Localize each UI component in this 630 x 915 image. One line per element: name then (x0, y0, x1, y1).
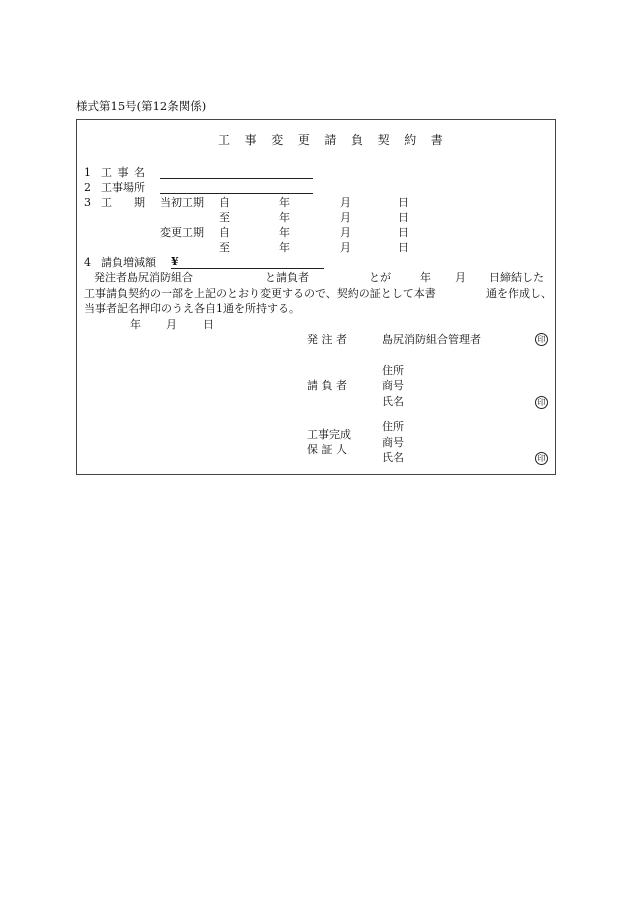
guarantor-name-label: 氏名 (382, 451, 404, 464)
body-line-2: 工事請負契約の一部を上記のとおり変更するので、契約の証として本書 (84, 287, 436, 300)
body-year: 年 (420, 271, 431, 284)
original-to-day: 日 (398, 211, 409, 224)
date-year: 年 (130, 318, 141, 331)
changed-to-year: 年 (279, 241, 290, 254)
item-1-number: 1 (84, 166, 91, 179)
body-orderer: 発注者島尻消防組合 (94, 271, 193, 284)
body-line-3: 当事者記名押印のうえ各自1通を所持する。 (84, 302, 300, 315)
contractor-seal: 印 (535, 396, 548, 409)
item-3-number: 3 (84, 196, 91, 209)
orderer-seal: 印 (535, 333, 548, 346)
original-from-month: 月 (340, 196, 351, 209)
contractor-address-label: 住所 (382, 364, 404, 377)
guarantor-address-label: 住所 (382, 420, 404, 433)
body-toga: とが (369, 271, 391, 284)
contract-amount-blank[interactable] (171, 268, 324, 269)
orderer-label: 発 注 者 (307, 333, 347, 346)
body-month: 月 (455, 271, 466, 284)
item-1-label: 工 事 名 (101, 166, 146, 179)
form-number: 様式第15号(第12条関係) (76, 99, 207, 113)
body-day-concluded: 日締結した (489, 271, 544, 284)
changed-to-day: 日 (398, 241, 409, 254)
document-title: 工事変更請負契約書 (218, 133, 458, 147)
original-from-day: 日 (398, 196, 409, 209)
guarantor-label-line-1: 工事完成 (307, 428, 351, 441)
contractor-name-label: 氏名 (382, 395, 404, 408)
guarantor-trade-name-label: 商号 (382, 436, 404, 449)
original-from: 自 (219, 196, 230, 209)
original-to-year: 年 (279, 211, 290, 224)
project-name-blank[interactable] (160, 178, 313, 179)
date-day: 日 (203, 318, 214, 331)
original-to: 至 (219, 211, 230, 224)
contractor-label: 請 負 者 (307, 379, 347, 392)
item-4-number: 4 (84, 256, 91, 269)
original-to-month: 月 (340, 211, 351, 224)
changed-to-month: 月 (340, 241, 351, 254)
changed-to: 至 (219, 241, 230, 254)
changed-from-year: 年 (279, 226, 290, 239)
item-2-label: 工事場所 (101, 181, 145, 194)
item-4-label: 請負増減額 (101, 256, 156, 269)
item-3-label: 工 期 (101, 196, 145, 209)
body-and-contractor: と請負者 (265, 271, 309, 284)
date-month: 月 (166, 318, 177, 331)
project-location-blank[interactable] (160, 193, 313, 194)
yen-sign: ¥ (171, 255, 179, 268)
item-2-number: 2 (84, 181, 91, 194)
changed-from-month: 月 (340, 226, 351, 239)
body-copies: 通を作成し、 (486, 287, 552, 300)
original-period-label: 当初工期 (160, 196, 204, 209)
guarantor-label-line-2: 保 証 人 (307, 443, 347, 456)
orderer-name: 島尻消防組合管理者 (382, 333, 481, 346)
changed-period-label: 変更工期 (160, 226, 204, 239)
changed-from-day: 日 (398, 226, 409, 239)
contractor-trade-name-label: 商号 (382, 379, 404, 392)
original-from-year: 年 (279, 196, 290, 209)
changed-from: 自 (219, 226, 230, 239)
guarantor-seal: 印 (535, 452, 548, 465)
